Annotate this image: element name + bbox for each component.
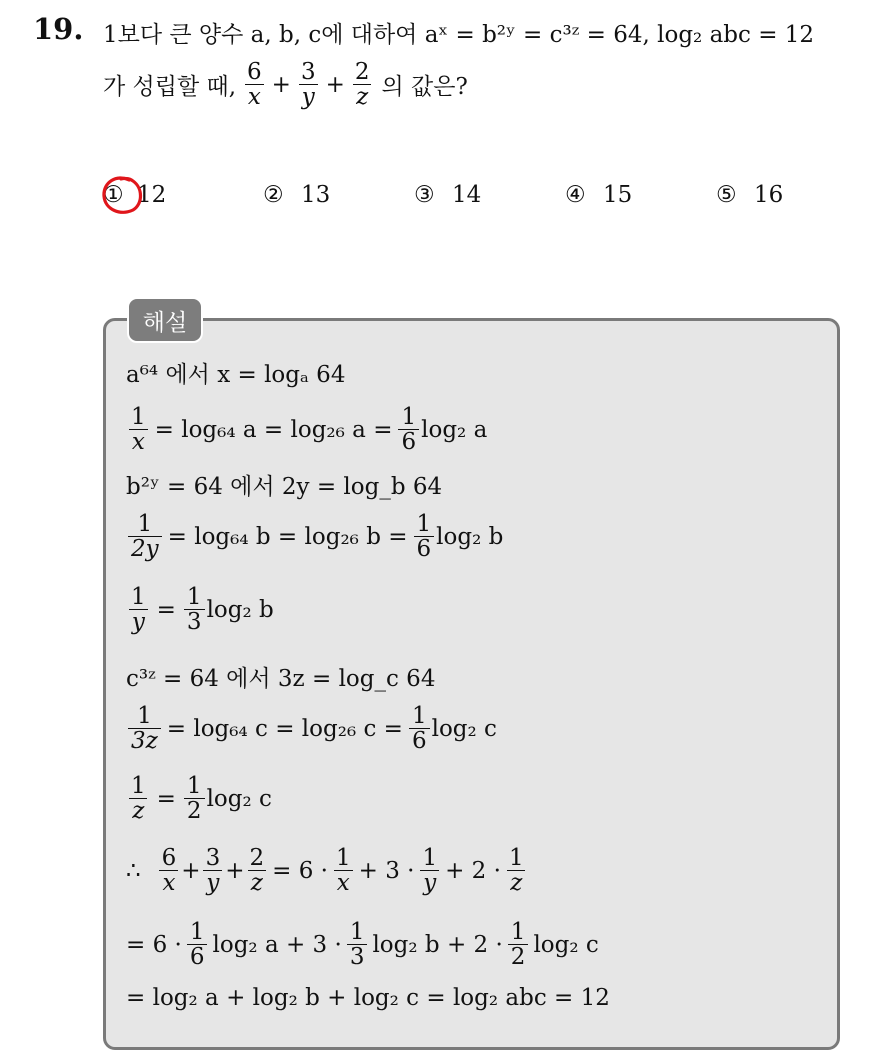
choice-3[interactable] xyxy=(414,182,481,208)
frac-denominator: z xyxy=(248,870,266,895)
choice-value: 16 xyxy=(753,182,784,208)
frac-numerator: 3 xyxy=(300,59,316,85)
frac-numerator: 6 xyxy=(161,845,177,871)
frac-numerator: 1 xyxy=(189,919,205,945)
frac-denominator: 3 xyxy=(184,609,205,634)
question-line-2 xyxy=(103,60,468,109)
choice-marker: ⑤ xyxy=(716,182,737,208)
plus-sign: + xyxy=(271,71,291,98)
frac-denominator: y xyxy=(129,609,148,634)
frac-numerator: 1 xyxy=(411,703,427,729)
frac-numerator: 1 xyxy=(131,404,146,430)
plus-sign: + xyxy=(181,857,201,884)
choice-1[interactable] xyxy=(103,182,166,208)
equation-text: log₂ c xyxy=(431,715,497,742)
frac-denominator: x xyxy=(334,870,353,895)
frac-numerator: 1 xyxy=(508,845,524,871)
choice-marker: ③ xyxy=(414,182,435,208)
fraction xyxy=(128,774,149,823)
frac-numerator: 1 xyxy=(349,919,365,945)
frac-numerator: 1 xyxy=(186,773,202,799)
fraction xyxy=(419,846,440,895)
equation-text: = log₆₄ c = log₂₆ c = xyxy=(166,715,403,742)
fraction xyxy=(347,920,368,969)
equation-text: = 6 · xyxy=(126,931,182,958)
frac-denominator: z xyxy=(507,870,525,895)
frac-numerator: 1 xyxy=(131,584,146,610)
question-line2-suffix: 의 값은? xyxy=(381,74,468,101)
solution-tab-label: 해설 xyxy=(127,297,203,343)
frac-denominator: 2y xyxy=(128,536,162,561)
solution-line-4 xyxy=(126,512,503,561)
solution-line-2 xyxy=(126,405,487,454)
frac-numerator: 1 xyxy=(416,511,432,537)
frac-numerator: 1 xyxy=(137,703,152,729)
solution-line-11: = log₂ a + log₂ b + log₂ c = log₂ abc = 12 xyxy=(126,985,610,1011)
expr-fraction-6-x xyxy=(244,60,265,109)
answer-choices xyxy=(103,182,803,214)
frac-denominator: z xyxy=(129,798,147,823)
fraction xyxy=(506,846,527,895)
frac-denominator: 2 xyxy=(508,944,529,969)
frac-numerator: 1 xyxy=(335,845,351,871)
frac-denominator: x xyxy=(159,870,178,895)
fraction xyxy=(203,846,224,895)
therefore-symbol: ∴ xyxy=(126,857,141,884)
solution-line-10 xyxy=(126,920,599,969)
fraction xyxy=(246,846,267,895)
equation-text: = xyxy=(156,596,176,623)
solution-line-1: a⁶⁴ 에서 x = logₐ 64 xyxy=(126,362,346,388)
frac-denominator: 6 xyxy=(409,728,430,753)
fraction xyxy=(333,846,354,895)
equation-text: + 2 · xyxy=(445,857,501,884)
equation-text: log₂ a xyxy=(421,416,488,443)
frac-denominator: 3z xyxy=(128,728,161,753)
solution-line-9 xyxy=(126,846,529,895)
choice-marker: ④ xyxy=(565,182,586,208)
equation-text: = log₆₄ b = log₂₆ b = xyxy=(167,523,408,550)
frac-denominator: x xyxy=(245,84,264,109)
equation-text: = 6 · xyxy=(272,857,328,884)
frac-denominator: y xyxy=(203,870,222,895)
fraction xyxy=(409,704,430,753)
fraction xyxy=(414,512,435,561)
frac-numerator: 2 xyxy=(354,59,370,85)
fraction xyxy=(184,774,205,823)
choice-marker: ② xyxy=(263,182,284,208)
equation-text: log₂ a + 3 · xyxy=(212,931,342,958)
selected-circle-mark-icon xyxy=(99,174,145,218)
frac-numerator: 3 xyxy=(205,845,221,871)
fraction xyxy=(128,405,149,454)
solution-line-5 xyxy=(126,585,274,634)
fraction xyxy=(508,920,529,969)
fraction xyxy=(184,585,205,634)
equation-text: = log₆₄ a = log₂₆ a = xyxy=(154,416,393,443)
frac-numerator: 2 xyxy=(249,845,265,871)
question-line2-prefix: 가 성립할 때, xyxy=(103,74,237,101)
frac-numerator: 1 xyxy=(422,845,438,871)
frac-numerator: 1 xyxy=(131,773,146,799)
frac-denominator: y xyxy=(299,84,318,109)
choice-2[interactable] xyxy=(263,182,330,208)
frac-numerator: 1 xyxy=(510,919,526,945)
fraction xyxy=(128,585,149,634)
equation-text: = xyxy=(156,785,176,812)
choice-value: 15 xyxy=(602,182,633,208)
equation-text: + 3 · xyxy=(358,857,415,884)
fraction xyxy=(398,405,419,454)
frac-numerator: 1 xyxy=(401,404,417,430)
choice-marker: ① xyxy=(103,182,124,208)
choice-5[interactable] xyxy=(716,182,783,208)
fraction xyxy=(159,846,180,895)
expr-fraction-2-z xyxy=(352,60,373,109)
equation-text: log₂ c xyxy=(533,931,599,958)
frac-denominator: 2 xyxy=(184,798,205,823)
choice-value: 13 xyxy=(300,182,331,208)
fraction xyxy=(128,704,161,753)
plus-sign: + xyxy=(325,71,345,98)
equation-text: log₂ c xyxy=(206,785,272,812)
frac-denominator: x xyxy=(129,429,148,454)
frac-denominator: 3 xyxy=(347,944,368,969)
fraction xyxy=(128,512,162,561)
frac-numerator: 1 xyxy=(186,584,202,610)
fraction xyxy=(187,920,208,969)
choice-4[interactable] xyxy=(565,182,632,208)
frac-numerator: 1 xyxy=(137,511,153,537)
frac-denominator: 6 xyxy=(187,944,208,969)
frac-denominator: 6 xyxy=(398,429,419,454)
solution-line-7 xyxy=(126,704,497,753)
question-number: 19. xyxy=(33,12,84,46)
equation-text: log₂ b xyxy=(206,596,274,623)
solution-line-3: b²ʸ = 64 에서 2y = log_b 64 xyxy=(126,474,443,500)
expr-fraction-3-y xyxy=(298,60,319,109)
frac-numerator: 6 xyxy=(247,59,262,85)
question-line-1: 1보다 큰 양수 a, b, c에 대하여 aˣ = b²ʸ = c³ᶻ = 64, log₂ abc = 12 xyxy=(103,22,815,48)
frac-denominator: z xyxy=(353,84,371,109)
frac-denominator: y xyxy=(420,870,439,895)
choice-value: 14 xyxy=(451,182,482,208)
solution-line-8 xyxy=(126,774,272,823)
frac-denominator: 6 xyxy=(414,536,435,561)
equation-text: log₂ b + 2 · xyxy=(372,931,503,958)
equation-text: log₂ b xyxy=(436,523,504,550)
plus-sign: + xyxy=(225,857,245,884)
solution-line-6: c³ᶻ = 64 에서 3z = log_c 64 xyxy=(126,666,436,692)
choice-value: 12 xyxy=(136,182,167,208)
